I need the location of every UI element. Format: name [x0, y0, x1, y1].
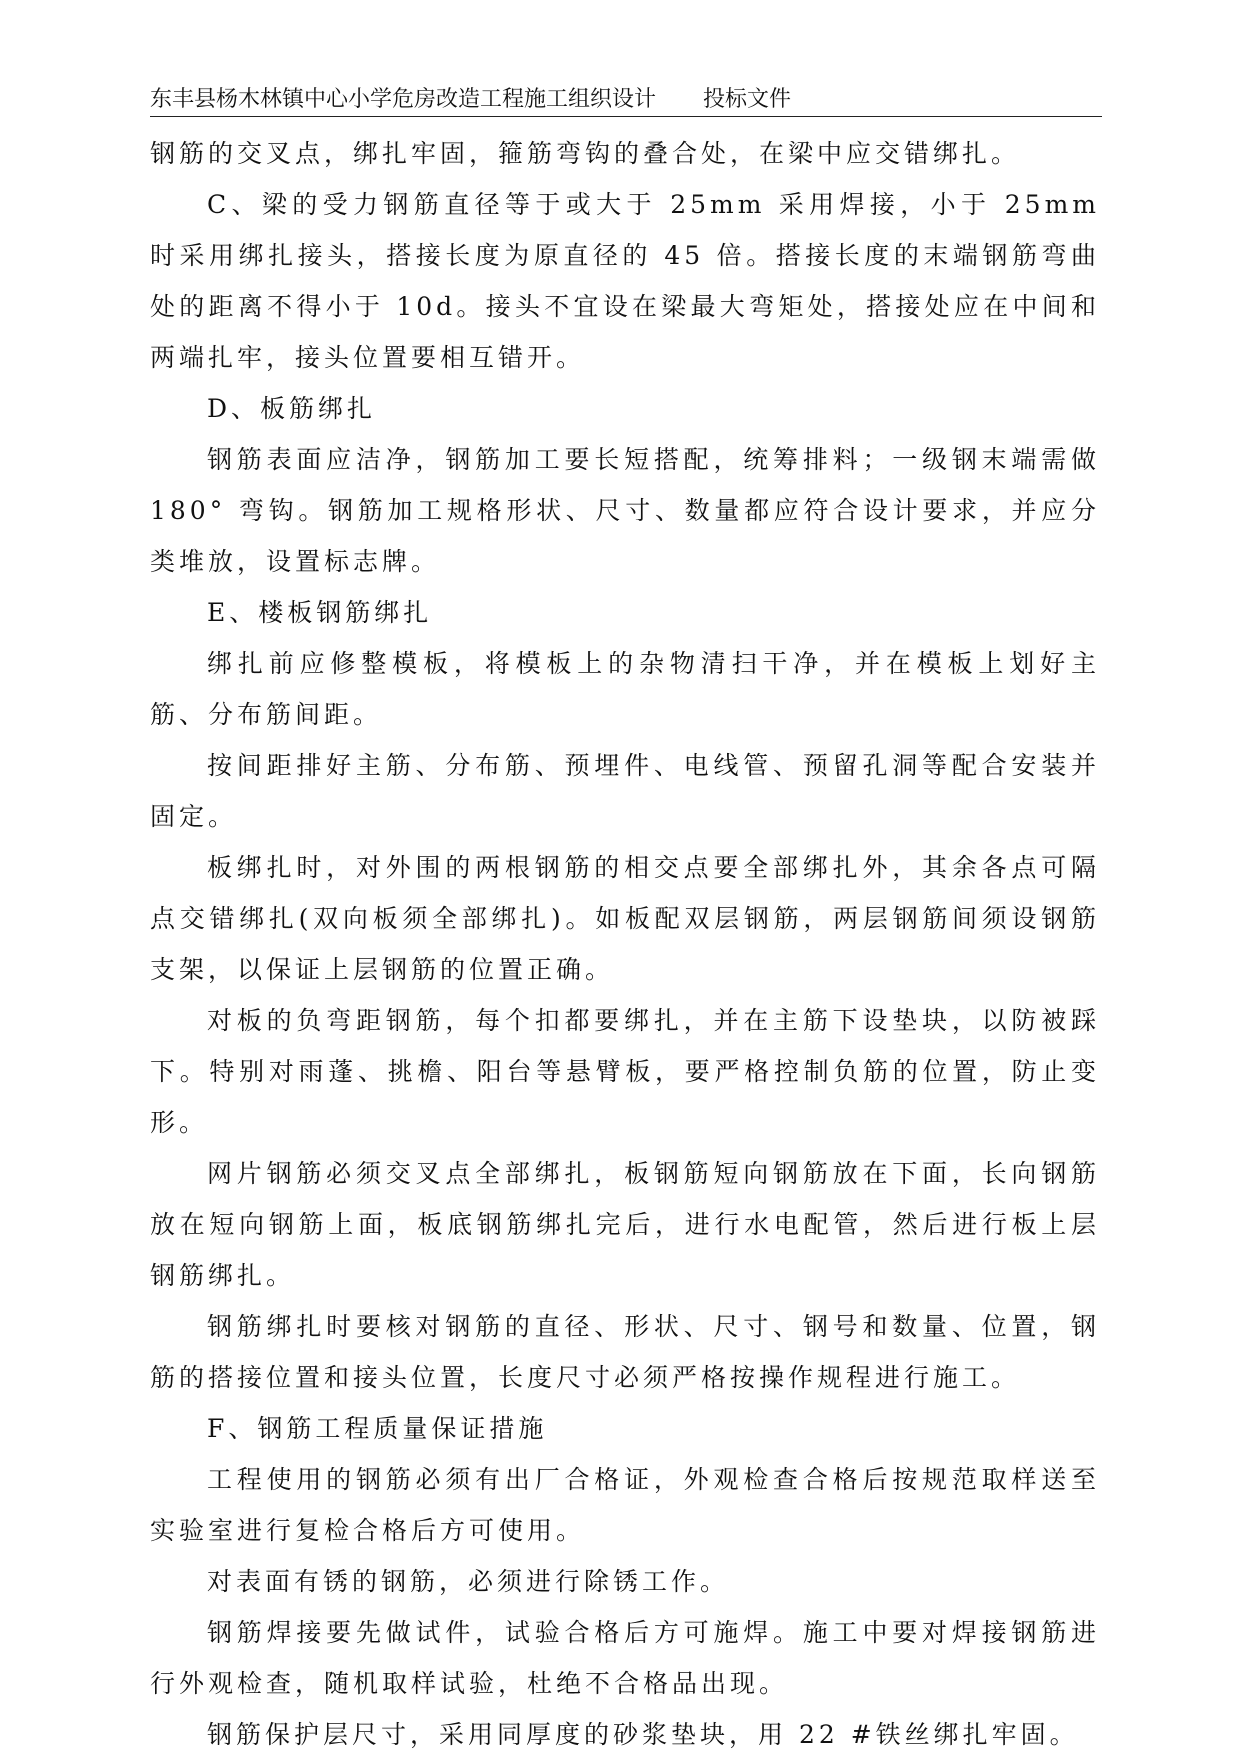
- section-heading: E、楼板钢筋绑扎: [207, 598, 433, 627]
- paragraph: 钢筋表面应洁净，钢筋加工要长短搭配，统筹排料；一级钢末端需做 180° 弯钩。钢筋加工规格形状、尺寸、数量都应符合设计要求，并应分类堆放，设置标志牌。: [150, 445, 1100, 576]
- paragraph: 钢筋焊接要先做试件，试验合格后方可施焊。施工中要对焊接钢筋进行外观检查，随机取样试验，杜绝不合格品出现。: [150, 1618, 1100, 1698]
- page-header: [150, 84, 1102, 117]
- document-body: [150, 128, 1100, 1760]
- section-heading: F、钢筋工程质量保证措施: [207, 1414, 548, 1443]
- paragraph: C、梁的受力钢筋直径等于或大于 25mm 采用焊接，小于 25mm 时采用绑扎接头，搭接长度为原直径的 45 倍。搭接长度的末端钢筋弯曲处的距离不得小于 10d。接头不宜设在梁最大弯矩处，搭接处应在中间和两端扎牢，接头位置要相互错开。: [150, 190, 1100, 372]
- paragraph: 绑扎前应修整模板，将模板上的杂物清扫干净，并在模板上划好主筋、分布筋间距。: [150, 649, 1100, 729]
- paragraph: 对板的负弯距钢筋，每个扣都要绑扎，并在主筋下设垫块，以防被踩下。特别对雨蓬、挑檐、阳台等悬臂板，要严格控制负筋的位置，防止变形。: [150, 1006, 1100, 1137]
- paragraph: 按间距排好主筋、分布筋、预埋件、电线管、预留孔洞等配合安装并固定。: [150, 751, 1100, 831]
- document-title: 东丰县杨木林镇中心小学危房改造工程施工组织设计: [150, 87, 657, 112]
- paragraph: 网片钢筋必须交叉点全部绑扎，板钢筋短向钢筋放在下面，长向钢筋放在短向钢筋上面，板底钢筋绑扎完后，进行水电配管，然后进行板上层钢筋绑扎。: [150, 1159, 1100, 1290]
- section-heading: D、板筋绑扎: [207, 394, 377, 423]
- paragraph: 对表面有锈的钢筋，必须进行除锈工作。: [207, 1567, 730, 1596]
- paragraph: 钢筋保护层尺寸，采用同厚度的砂浆垫块，用 22 #铁丝绑扎牢固。: [207, 1720, 1079, 1749]
- document-type: 投标文件: [703, 87, 792, 112]
- paragraph: 钢筋绑扎时要核对钢筋的直径、形状、尺寸、钢号和数量、位置，钢筋的搭接位置和接头位置，长度尺寸必须严格按操作规程进行施工。: [150, 1312, 1100, 1392]
- paragraph: 工程使用的钢筋必须有出厂合格证，外观检查合格后按规范取样送至实验室进行复检合格后方可使用。: [150, 1465, 1100, 1545]
- paragraph: 板绑扎时，对外围的两根钢筋的相交点要全部绑扎外，其余各点可隔点交错绑扎(双向板须全部绑扎)。如板配双层钢筋，两层钢筋间须设钢筋支架，以保证上层钢筋的位置正确。: [150, 853, 1100, 984]
- paragraph: 钢筋的交叉点，绑扎牢固，箍筋弯钩的叠合处，在梁中应交错绑扎。: [150, 139, 1021, 168]
